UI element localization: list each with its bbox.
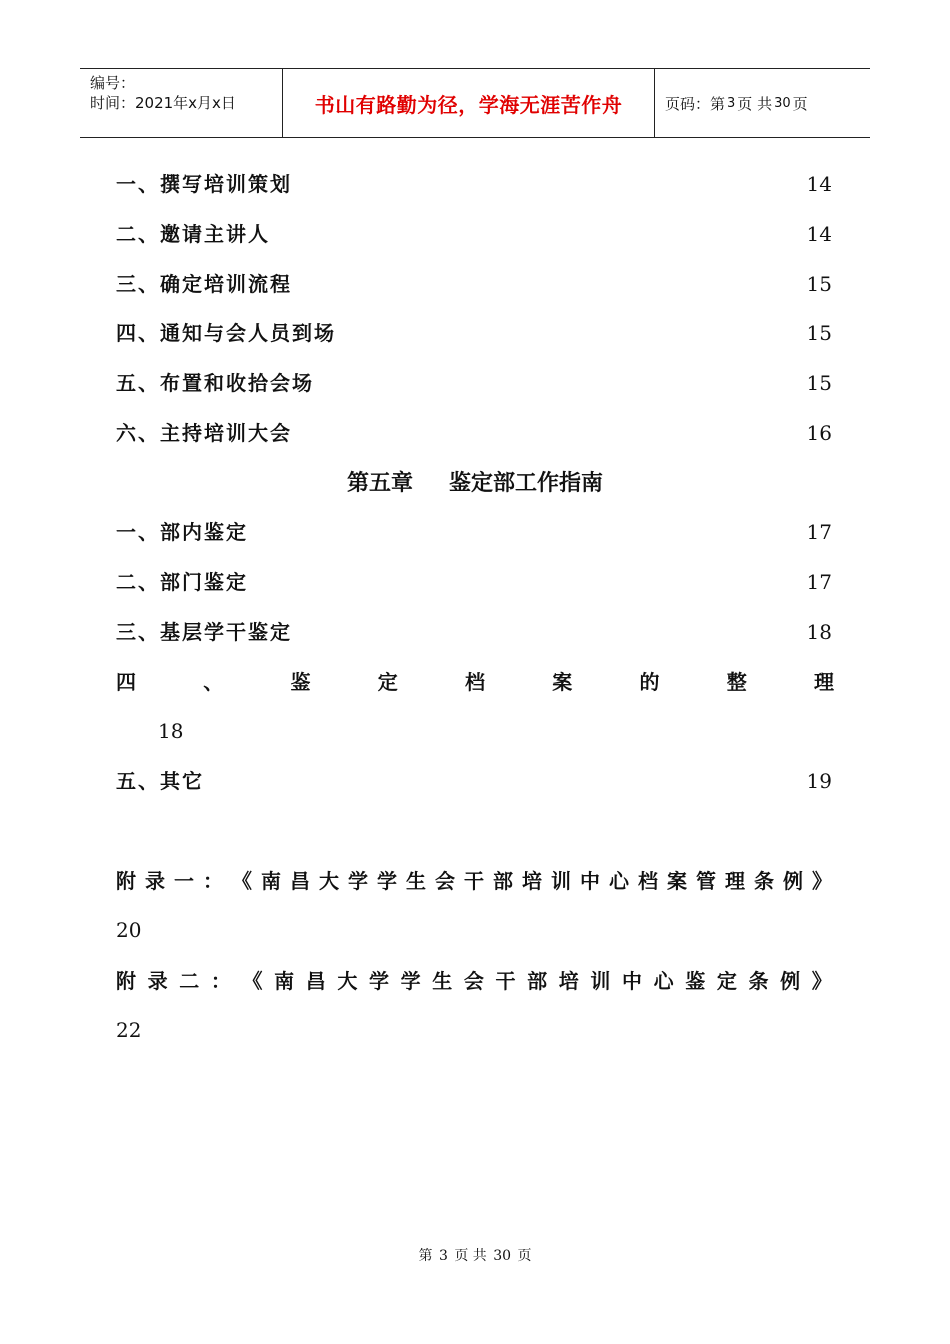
appendix-char: 南 [274,969,295,993]
appendix-char: 部 [493,869,513,893]
appendix-char: 生 [432,969,453,993]
appendix-char: 会 [435,869,455,893]
document-number-label: 编号： [90,74,136,92]
toc-entry-label: 三、确定培训流程 [116,272,292,296]
appendix-char: 学 [377,869,397,893]
appendix-char: 学 [400,969,421,993]
toc-entry-label: 二、邀请主讲人 [116,222,270,246]
toc-entry-page: 14 [806,172,832,196]
toc-char: 整 [726,670,747,694]
appendix-char: 例 [780,969,801,993]
toc-entry-page: 16 [806,421,832,445]
toc-entry-page: 18 [806,620,832,644]
footer-page-current: 3 [438,1248,448,1264]
appendix-char: 档 [638,869,658,893]
appendix-char: 会 [463,969,484,993]
appendix-char: 管 [696,869,716,893]
appendix-char: 案 [667,869,687,893]
toc-entry-label: 五、布置和收拾会场 [116,371,314,395]
footer-prefix: 第 [418,1248,433,1264]
header-page-total: 30 [774,95,791,111]
toc-char: 案 [552,670,573,694]
toc-entry-page: 14 [806,222,832,246]
document-header [80,68,870,138]
toc-entry-label: 三、基层学干鉴定 [116,620,292,644]
toc-entry-page: 15 [806,272,832,296]
toc-entry-label: 四、通知与会人员到场 [116,321,336,345]
appendix-char: 附 [116,969,136,993]
appendix-char: 干 [464,869,484,893]
toc-entry-page: 19 [806,769,832,793]
appendix-char: 》 [812,869,832,893]
appendix-char: 一 [174,869,194,893]
toc-char: 四 [116,670,136,694]
toc-entry-page: 15 [806,371,832,395]
appendix-char: 例 [783,869,803,893]
toc-entry [116,517,832,547]
footer-page-total: 30 [493,1248,512,1264]
toc-entry [116,418,832,448]
chapter-number: 第五章 [346,470,413,496]
footer-mid: 页 共 [454,1248,487,1264]
appendix-char: 中 [622,969,642,993]
toc-entry [116,269,832,299]
toc-char: 理 [814,670,834,694]
appendix-char: 中 [580,869,600,893]
appendix-char: 《 [232,869,252,893]
appendix-char: 干 [495,969,516,993]
toc-entry [116,318,832,348]
header-page-info [655,69,870,137]
appendix-char: ： [210,969,231,993]
appendix-char: 昌 [305,969,326,993]
appendix-char: 理 [725,869,745,893]
appendix-char: 录 [147,969,168,993]
toc-entry-label: 一、部内鉴定 [116,520,248,544]
toc-char: 定 [377,670,398,694]
appendix-char: 录 [145,869,165,893]
appendix-char: 部 [527,969,548,993]
toc-entry [116,219,832,249]
toc-char: 鉴 [290,670,311,694]
chapter-title: 鉴定部工作指南 [449,470,604,496]
header-page-mid: 页 共 [737,94,773,113]
appendix-char: 南 [261,869,281,893]
appendix-char: 鉴 [685,969,706,993]
appendix-char: 心 [609,869,629,893]
appendix-char: 培 [522,869,542,893]
footer-suffix: 页 [517,1248,532,1264]
header-page-current: 3 [727,95,736,111]
toc-entry-justified [116,667,834,697]
appendix-char: 条 [754,869,774,893]
appendix-char: 条 [748,969,769,993]
appendix-page: 20 [116,918,142,942]
header-page-suffix: 页 [792,94,808,113]
appendix-char: ： [203,869,223,893]
appendix-char: 大 [319,869,339,893]
toc-entry-page: 17 [806,520,832,544]
toc-entry [116,567,832,597]
appendix-char: 学 [369,969,389,993]
appendix-char: 附 [116,869,136,893]
toc-char: 档 [465,670,485,694]
toc-entry-page: 15 [806,321,832,345]
appendix-char: 生 [406,869,426,893]
header-page-prefix: 页码：第 [665,94,726,113]
appendix-char: 定 [716,969,737,993]
toc-entry-label: 一、撰写培训策划 [116,172,292,196]
appendix-char: 大 [337,969,358,993]
appendix-char: 昌 [290,869,310,893]
document-date: 时间：2021年x月x日 [90,94,236,112]
header-meta [80,69,282,137]
appendix-char: 训 [551,869,571,893]
appendix-char: 》 [811,969,832,993]
toc-entry-label: 五、其它 [116,769,204,793]
appendix-char: 二 [179,969,200,993]
toc-entry-label: 六、主持培训大会 [116,421,292,445]
toc-entry-label: 二、部门鉴定 [116,570,248,594]
header-motto: 书山有路勤为径，学海无涯苦作舟 [282,69,655,137]
toc-entry [116,368,832,398]
chapter-heading [0,467,950,499]
appendix-entry [116,966,832,996]
toc-entry [116,617,832,647]
appendix-char: 训 [590,969,611,993]
appendix-char: 心 [653,969,674,993]
appendix-char: 学 [348,869,368,893]
toc-entry [116,766,832,796]
appendix-page: 22 [116,1018,142,1042]
page-footer [0,1246,950,1266]
toc-entry-page: 18 [158,719,184,743]
appendix-entry [116,866,832,896]
toc-entry-page: 17 [806,570,832,594]
toc-char: 、 [203,670,224,694]
toc-char: 的 [639,670,660,694]
appendix-char: 《 [242,969,263,993]
appendix-char: 培 [558,969,579,993]
toc-entry [116,169,832,199]
